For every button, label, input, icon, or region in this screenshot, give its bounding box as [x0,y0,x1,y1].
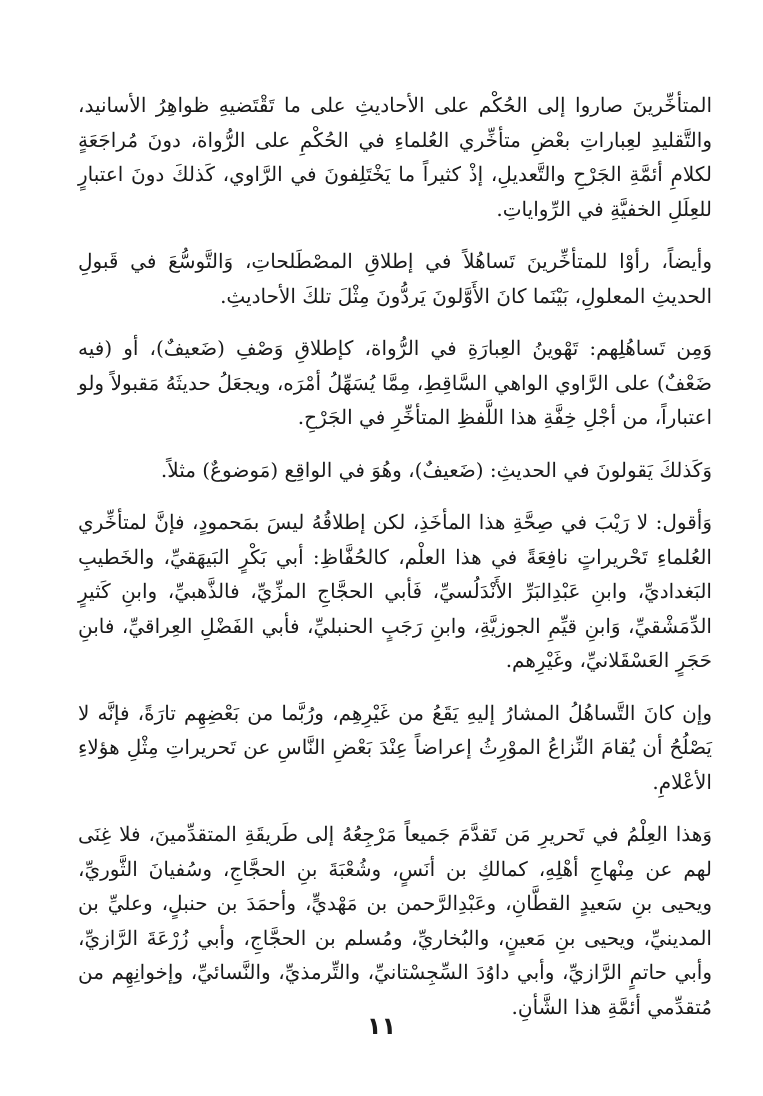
paragraph-6: وإن كانَ التَّساهُلُ المشارُ إليهِ يَقَعُ من غَيْرِهِم، ورُبَّما من بَعْضِهِم تارَةً، فإنَّه لا يَصْلُحُ أن يُقامَ النِّزاعُ الموْرِثُ إعراضاً عِنْدَ بَعْضِ النَّاسِ عن تَحريراتِ مِثْلِ هؤلاءِ الأعْلامِ. [78,700,712,794]
paragraph-5: وَأقول: لا رَيْبَ في صِحَّةِ هذا المأخَذِ، لكن إطلاقُهُ ليسَ بمَحمودٍ، فإنَّ لمتأخِّري العُلماءِ تَحْريراتٍ نافِعَةً في هذا العلْم، كالحُفَّاظِ: أبي بَكْرٍ البَيهَقيِّ، والخَطيبِ البَغداديِّ، وابنِ عَبْدِالبَرِّ الأَنْدَلُسيِّ، فَأبي الحجَّاجِ المزِّيِّ، فالذَّهبيِّ، وابنِ كَثيرٍ الدِّمَشْقيِّ، وَابنِ قيِّمِ الجوزيَّةِ، وابنِ رَجَبٍ الحنبليِّ، فأبي الفَضْلِ العِراقيِّ، فابنِ حَجَرٍ العَسْقَلانيِّ، وغَيْرِهم. [78,510,712,672]
paragraph-2: وأيضاً، رأوْا للمتأخِّرينَ تَساهُلاً في إطلاقِ المصْطَلحاتِ، وَالتَّوسُّعَ في قَبولِ الحديثِ المعلولِ، بَيْنَما كانَ الأَوَّلونَ يَردُّونَ مِثْلَ تلكَ الأحاديثِ. [78,249,712,308]
paragraph-4: وَكَذلكَ يَقولونَ في الحديثِ: (ضَعيفٌ)، وهُوَ في الواقِع (مَوضوعٌ) مثلاً. [160,457,712,482]
paragraph-7: وَهذا العِلْمُ في تَحريرِ مَن تَقدَّمَ جَميعاً مَرْجِعُهُ إلى طَريقَةِ المتقدِّمينَ، فلا غِنَى لهم عن مِنْهاجِ أهْلِهِ، كمالكِ بن أنَسٍ، وشُعْبَةَ بنِ الحجَّاجِ، وسُفيانَ الثَّوريِّ، ويحيى بنِ سَعيدٍ القطَّانِ، وعَبْدِالرَّحمن بن مَهْديٍّ، وأحمَدَ بن حنبلٍ، وعليِّ بن المدينيِّ، ويحيى بنِ مَعينٍ، والبُخاريِّ، ومُسلم بن الحجَّاجِ، وأبي زُرْعَةَ الرَّازيِّ، وأبي حاتمٍ الرَّازيِّ، وأبي داوُدَ السِّجِسْتانيِّ، والتِّرمذيِّ، والنَّسائيِّ، وإخوانِهِم من مُتقدِّمي أئمَّةِ هذا الشَّأنِ. [78,822,712,1019]
page-body-text [78,88,712,1042]
paragraph-1: المتأخِّرينَ صاروا إلى الحُكْم على الأحاديثِ على ما تَقْتَضيهِ ظواهِرُ الأسانيد، والتَّقليدِ لعِباراتِ بعْضِ متأخِّري العُلماءِ في الحُكْمِ على الرُّواة، دونَ مُراجَعَةٍ لكلامِ أئمَّةِ الجَرْحِ والتَّعديلِ، إذْ كثيراً ما يَخْتَلِفونَ في الرَّاوي، كَذلكَ دونَ اعتبارٍ للعِلَلِ الخفيَّةِ في الرِّواياتِ. [78,93,712,221]
page-number: ١١ [366,1012,397,1040]
paragraph-3: وَمِن تَساهُلِهم: تَهْوينُ العِبارَةِ في الرُّواة، كإطلاقِ وَصْفِ (ضَعيفٌ)، أو (فيه ضَعْفٌ) على الرَّاوي الواهي السَّاقِطِ، مِمَّا يُسَهِّلُ أمْرَه، ويجعَلُ حديثَهُ مَقبولاً ولو اعتباراً، من أجْلِ خِفَّةِ هذا اللَّفظِ المتأخِّرِ في الجَرْحِ. [78,336,712,429]
